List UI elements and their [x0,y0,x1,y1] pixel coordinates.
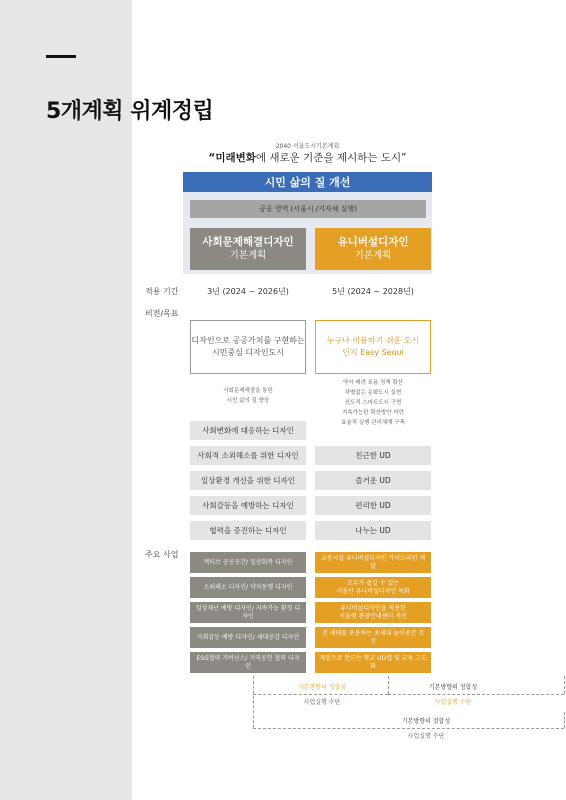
relation-line [388,694,564,695]
tagline-rest: 에 새로운 기준을 제시하는 도시” [255,152,407,164]
right-project [315,602,431,623]
relation-line [253,676,254,728]
row-label-projects: 주요 사업 [145,550,179,559]
left-vision-line1: 디자인으로 공공가치를 구현하는 [191,336,305,345]
right-project [315,652,431,673]
right-project [315,577,431,598]
plan-subtitle: 2040 서울도시기본계획 [275,143,340,150]
row-label-vision: 비전/목표 [145,309,179,318]
left-note-line1: 사회문제해결을 통한 [223,388,273,394]
public-sector-bar: 공공 영역 (서울시 /지자체 실행) [190,200,426,218]
relation-line [564,676,565,694]
relation-3-title: 기본방향의 정합성 [401,718,451,725]
right-note-item: 선도적 스마트도시 구현 [344,400,402,406]
right-goal: 친근한 UD [315,446,431,465]
right-project [315,552,431,573]
right-vision-line2: 인지 Easy Seoul [342,348,404,357]
right-project-line1: 전 세대를 포용하는 초세대 놀이공간 조성 [321,629,425,645]
right-vision-line1: 누구나 이용하기 쉬운 도시 [326,336,420,345]
left-goal: 사회변화에 대응하는 디자인 [190,421,306,440]
right-goal: 나누는 UD [315,521,431,540]
right-note-item: 효율적 실행 관리체계 구축 [341,420,405,426]
relation-2-title: 기본방향의 정합성 [428,684,478,691]
relation-3-sub: 사업실행 수단 [407,733,445,740]
relation-2-sub: 사업실행 수단 [434,699,472,706]
right-goal: 즐거운 UD [315,471,431,490]
right-project-line1: 모두가 즐길 수 있는 [346,579,400,587]
left-period: 3년 (2024 ~ 2026년) [207,287,289,296]
right-note-item: 지속가능한 확산방안 마련 [342,410,404,416]
right-column-title: 유니버설디자인 [337,236,409,248]
right-project-line1: 게임으로 만드는 학교 UD맵 및 교육 고도화 [319,654,427,670]
right-column-header [315,228,431,270]
relation-line [253,694,388,695]
relation-1-sub: 사업실행 수단 [303,699,341,706]
relation-line [564,712,565,728]
right-note-item: 차별없는 문화도시 실현 [344,390,402,396]
right-project-line2: 서울형 관광안내센터 개선 [339,612,407,620]
left-project: 소외해소 디자인/ 약자동행 디자인 [190,577,306,598]
left-project: 일상재난 예방 디자인/ 지속가능 환경 디자인 [190,602,306,623]
left-goal: 일상환경 개선을 위한 디자인 [190,471,306,490]
relation-line [388,676,389,694]
left-goal: 협력을 증진하는 디자인 [190,521,306,540]
relation-line [253,728,564,729]
plan-tagline [183,150,432,165]
right-vision-box [315,320,431,374]
left-column-title: 사회문제해결디자인 [202,236,294,248]
right-project-line2: 서울산 유니버설디자인 특화 [336,587,410,595]
left-goal: 사회적 소외해소를 위한 디자인 [190,446,306,465]
citizen-banner: 시민 삶의 질 개선 [183,172,432,192]
right-goal: 편리한 UD [315,496,431,515]
right-project-line1: 교통시설 유니버설디자인 가이드라인 개발 [320,554,426,570]
left-note-line2: 시민 삶의 질 향상 [226,398,270,404]
left-project: 사회갈등 예방 디자인/ 세대공감 디자인 [190,627,306,648]
right-project [315,627,431,648]
title-dash [46,55,76,58]
left-column-header [190,228,306,270]
relation-1-title: 기본방향의 정합성 [297,684,347,691]
left-goal: 사회갈등을 예방하는 디자인 [190,496,306,515]
left-column-subtitle: 기본계획 [229,250,267,261]
left-project: ESG협력 거버넌스/ 지역공헌 협력 디자인 [190,652,306,673]
left-vision-line2: 시민중심 디자인도시 [211,348,285,357]
page-title: 5개계획 위계정립 [46,99,214,124]
right-note-list [315,378,431,428]
tagline-bold: “미래변화 [208,152,256,164]
right-column-subtitle: 기본계획 [354,250,392,261]
left-note [190,386,306,406]
left-vision-box [190,320,306,374]
right-period: 5년 (2024 ~ 2028년) [332,287,414,296]
right-note-item: 약자 배려 포용 정책 확산 [342,380,404,386]
left-project: 액티브 공공공간/ 일상회복 디자인 [190,552,306,573]
row-label-period: 적용 기간 [145,287,179,296]
right-project-line1: 유니버설디자인을 적용한 [340,604,406,612]
